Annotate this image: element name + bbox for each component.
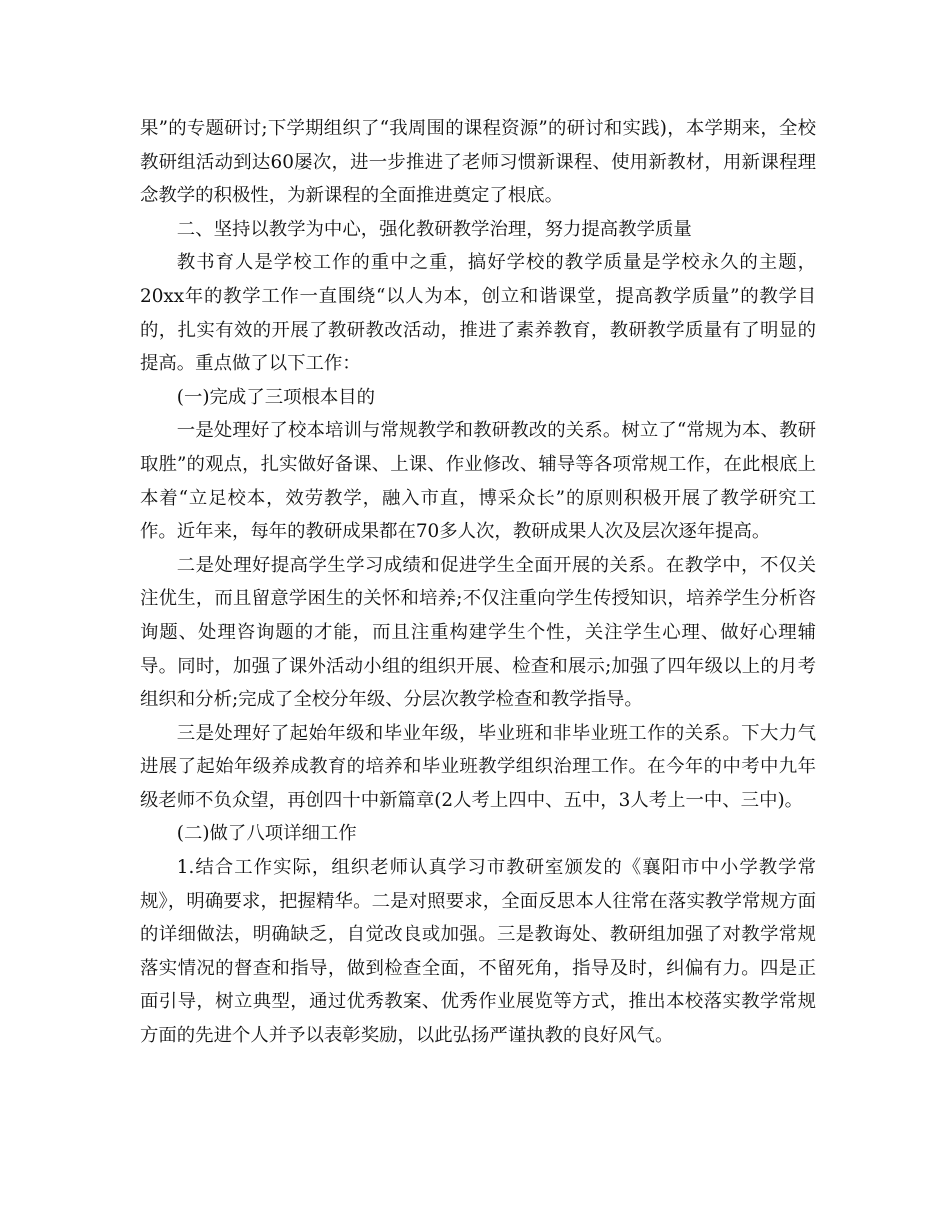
paragraph-1: 果”的专题研讨;下学期组织了“我周围的课程资源”的研讨和实践)，本学期来，全校教研组活动到达60屡次，进一步推进了老师习惯新课程、使用新教材，用新课程理念教学的积极性，为新课程的全面推进奠定了根底。 [140, 118, 816, 207]
document-page [140, 112, 816, 1053]
section-heading-2: 二、坚持以教学为中心，强化教研教学治理，努力提高教学质量 [176, 218, 692, 240]
paragraph-7: 三是处理好了起始年级和毕业年级，毕业班和非毕业班工作的关系。下大力气进展了起始年级养成教育的培养和毕业班教学组织治理工作。在今年的中考中九年级老师不负众望，再创四十中新篇章(2人考上四中、五中，3人考上一中、三中)。 [140, 722, 816, 811]
paragraph-9: 1.结合工作实际，组织老师认真学习市教研室颁发的《襄阳市中小学教学常规》，明确要求，把握精华。二是对照要求，全面反思本人往常在落实教学常规方面的详细做法，明确缺乏，自觉改良或加强。三是教诲处、教研组加强了对教学常规落实情况的督查和指导，做到检查全面，不留死角，指导及时，纠偏有力。四是正面引导，树立典型，通过优秀教案、优秀作业展览等方式，推出本校落实教学常规方面的先进个人并予以表彰奖励，以此弘扬严谨执教的良好风气。 [140, 857, 816, 1047]
subsection-heading-1: (一)完成了三项根本目的 [176, 386, 376, 408]
subsection-heading-2: (二)做了八项详细工作 [176, 823, 357, 845]
paragraph-6: 二是处理好提高学生学习成绩和促进学生全面开展的关系。在教学中，不仅关注优生，而且留意学困生的关怀和培养;不仅注重向学生传授知识，培养学生分析咨询题、处理咨询题的才能，而且注重构建学生个性，关注学生心理、做好心理辅导。同时，加强了课外活动小组的组织开展、检查和展示;加强了四年级以上的月考组织和分析;完成了全校分年级、分层次教学检查和教学指导。 [140, 554, 816, 711]
paragraph-5: 一是处理好了校本培训与常规教学和教研教改的关系。树立了“常规为本、教研取胜”的观点，扎实做好备课、上课、作业修改、辅导等各项常规工作，在此根底上本着“立足校本，效劳教学，融入市直，博采众长”的原则积极开展了教学研究工作。近年来，每年的教研成果都在70多人次，教研成果人次及层次逐年提高。 [140, 420, 816, 543]
paragraph-3: 教书育人是学校工作的重中之重，搞好学校的教学质量是学校永久的主题，20xx年的教学工作一直围绕“以人为本，创立和谐课堂，提高教学质量”的教学目的，扎实有效的开展了教研教改活动，推进了素养教育，教研教学质量有了明显的提高。重点做了以下工作： [140, 252, 816, 375]
